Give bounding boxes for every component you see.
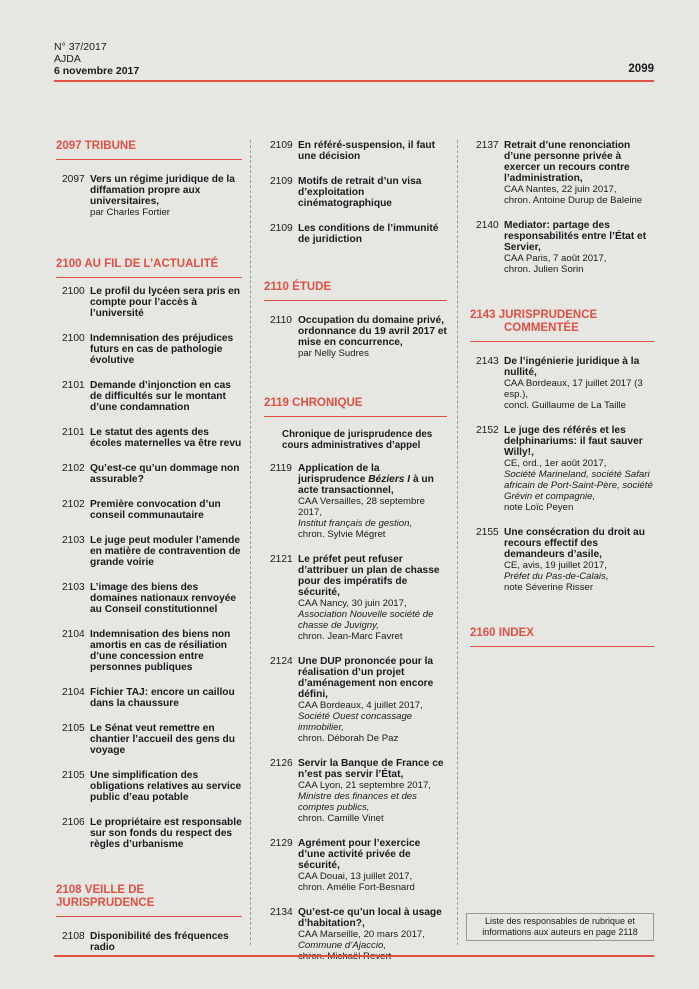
header-info: [54, 41, 139, 77]
entry-title: Le préfet peut refuser d’attribuer un plan de chasse pour des impératifs de sécurité,: [298, 554, 440, 598]
entry-title: Vers un régime juridique de la diffamation propre aux universitaires,: [90, 174, 235, 207]
toc-entry[interactable]: [264, 463, 447, 540]
toc-entry[interactable]: [56, 535, 242, 568]
entry-title: Servir la Banque de France ce n’est pas servir l’État,: [298, 758, 444, 780]
entry-court: CAA Nantes, 22 juin 2017,: [504, 184, 617, 195]
toc-entry[interactable]: [56, 427, 242, 449]
entry-title: Application de la jurisprudence Béziers I à un acte transactionnel,: [298, 463, 434, 496]
entry-page: 2106: [62, 817, 85, 828]
entry-page: 2119: [270, 463, 292, 474]
entry-page: 2104: [62, 687, 85, 698]
entry-court: CAA Paris, 7 août 2017,: [504, 253, 607, 264]
toc-entry[interactable]: [264, 140, 447, 162]
page-number: 2099: [628, 63, 654, 75]
entry-title: Le Sénat veut remettre en chantier l’accueil des gens du voyage: [90, 723, 235, 756]
entry-page: 2104: [62, 629, 85, 640]
toc-entry[interactable]: [470, 140, 654, 206]
entry-note: note Séverine Risser: [504, 582, 594, 593]
toc-entry[interactable]: [264, 176, 447, 209]
entry-party: Préfet du Pas-de-Calais,: [504, 571, 609, 582]
entry-page: 2109: [270, 176, 293, 187]
toc-entry[interactable]: [264, 656, 447, 744]
issue-date: 6 novembre 2017: [54, 65, 140, 77]
entry-party: Société Ouest concassage immobilier,: [298, 711, 413, 733]
entry-page: 2121: [270, 554, 293, 565]
section-title-actualite: 2100 AU FIL DE L’ACTUALITÉ: [56, 258, 242, 278]
entry-title: Demande d’injonction en cas de difficultés sur le montant d’une condamnation: [90, 380, 231, 413]
entry-author: par Nelly Sudres: [298, 348, 369, 359]
entry-court: CAA Bordeaux, 17 juillet 2017 (3 esp.),: [504, 378, 643, 400]
entry-page: 2109: [270, 223, 293, 234]
entry-court: CAA Versailles, 28 septembre 2017,: [298, 496, 425, 518]
entry-court: CE, avis, 19 juillet 2017,: [504, 560, 607, 571]
toc-entry[interactable]: [470, 356, 654, 411]
entry-page: 2155: [476, 527, 499, 538]
info-note-box: Liste des responsables de rubrique et informations aux auteurs en page 2118: [466, 913, 654, 941]
top-rule: [54, 80, 654, 82]
col2-top-list: [264, 140, 447, 245]
entry-page: 2137: [476, 140, 499, 151]
entry-page: 2102: [62, 463, 85, 474]
entry-chron: chron. Camille Vinet: [298, 813, 384, 824]
entry-title: Indemnisation des préjudices futurs en cas de pathologie évolutive: [90, 333, 234, 366]
entry-chron: chron. Julien Sorin: [504, 264, 584, 275]
entry-page: 2126: [270, 758, 293, 769]
journal-name: AJDA: [54, 53, 81, 65]
actualite-list: [56, 286, 242, 850]
entry-title: Indemnisation des biens non amortis en cas de résiliation d’une concession entre personnes publiques: [90, 629, 231, 673]
entry-title: En référé-suspension, il faut une décision: [298, 140, 435, 162]
chronique-intro: Chronique de jurisprudence des cours administratives d’appel: [282, 429, 433, 451]
section-title-jurisprudence-commentee: 2143 JURISPRUDENCE COMMENTÉE: [470, 309, 654, 342]
entry-page: 2110: [270, 315, 292, 326]
entry-page: 2109: [270, 140, 293, 151]
column-divider: [250, 140, 251, 945]
entry-page: 2105: [62, 770, 85, 781]
toc-entry[interactable]: [264, 223, 447, 245]
entry-page: 2100: [62, 286, 85, 297]
entry-court: CE, ord., 1er août 2017,: [504, 458, 607, 469]
entry-chron: chron. Antoine Durup de Baleine: [504, 195, 643, 206]
entry-chron: chron. Déborah De Paz: [298, 733, 399, 744]
toc-entry[interactable]: [56, 687, 242, 709]
entry-note: note Loïc Peyen: [504, 502, 574, 513]
toc-entry[interactable]: [264, 315, 447, 359]
entry-title: Qu’est-ce qu’un local à usage d’habitation?,: [298, 907, 442, 929]
entry-title: Fichier TAJ: encore un caillou dans la chaussure: [90, 687, 235, 709]
toc-entry[interactable]: [56, 174, 242, 218]
entry-title: Le juge peut moduler l’amende en matière de contravention de grande voirie: [90, 535, 241, 568]
section-title-veille: 2108 VEILLE DE JURISPRUDENCE: [56, 884, 242, 917]
entry-title: De l’ingénierie juridique à la nullité,: [504, 356, 640, 378]
entry-chron: chron. Amélie Fort-Besnard: [298, 882, 415, 893]
toc-entry[interactable]: [470, 527, 654, 593]
entry-court: CAA Nancy, 30 juin 2017,: [298, 598, 407, 609]
entry-page: 2108: [62, 931, 85, 942]
column-3: [470, 140, 654, 647]
entry-page: 2097: [62, 174, 85, 185]
entry-page: 2103: [62, 535, 85, 546]
entry-title: Retrait d’une renonciation d’une personne privée à exercer un recours contre l’administration,: [504, 140, 631, 184]
column-divider: [457, 140, 458, 945]
entry-page: 2103: [62, 582, 85, 593]
entry-title: Le profil du lycéen sera pris en compte pour l’accès à l’université: [90, 286, 241, 319]
entry-concl: concl. Guillaume de La Taille: [504, 400, 626, 411]
entry-title: Le propriétaire est responsable sur son fonds du respect des règles d’urbanisme: [90, 817, 242, 850]
entry-court: CAA Lyon, 21 septembre 2017,: [298, 780, 431, 791]
entry-title: Disponibilité des fréquences radio: [90, 931, 229, 953]
entry-page: 2100: [62, 333, 85, 344]
entry-court: CAA Douai, 13 juillet 2017,: [298, 871, 413, 882]
entry-title: Qu’est-ce qu’un dommage non assurable?: [90, 463, 240, 485]
entry-page: 2129: [270, 838, 293, 849]
entry-title: Agrément pour l’exercice d’une activité privée de sécurité,: [298, 838, 421, 871]
entry-party: Commune d’Ajaccio,: [298, 940, 386, 951]
toc-entry[interactable]: [56, 286, 242, 319]
toc-entry[interactable]: [56, 463, 242, 485]
entry-party: Société Marineland, société Safari africain de Port-Saint-Père, société Grévin et compagnie,: [504, 469, 653, 502]
entry-court: CAA Bordeaux, 4 juillet 2017,: [298, 700, 423, 711]
toc-entry[interactable]: [264, 554, 447, 642]
entry-chron: chron. Sylvie Mégret: [298, 529, 386, 540]
section-title-chronique: 2119 CHRONIQUE: [264, 397, 447, 417]
column-1: [56, 140, 242, 953]
entry-title: Occupation du domaine privé, ordonnance du 19 avril 2017 et mise en concurrence,: [298, 315, 447, 348]
issue-number: N° 37/2017: [54, 41, 107, 53]
entry-court: CAA Marseille, 20 mars 2017,: [298, 929, 425, 940]
toc-entry[interactable]: [470, 425, 654, 513]
entry-title: Mediator: partage des responsabilités entre l’État et Servier,: [504, 220, 647, 253]
entry-page: 2105: [62, 723, 85, 734]
entry-page: 2124: [270, 656, 293, 667]
section-title-index: 2160 INDEX: [470, 627, 654, 647]
entry-title: L’image des biens des domaines nationaux renvoyée au Conseil constitutionnel: [90, 582, 237, 615]
entry-title: Les conditions de l’immunité de juridiction: [298, 223, 439, 245]
entry-author: par Charles Fortier: [90, 207, 170, 218]
toc-entry[interactable]: [56, 931, 242, 953]
toc-entry[interactable]: [264, 838, 447, 893]
section-title-etude: 2110 ÉTUDE: [264, 281, 447, 301]
toc-entry[interactable]: [470, 220, 654, 275]
toc-entry[interactable]: [56, 770, 242, 803]
section-title-tribune: 2097 TRIBUNE: [56, 140, 242, 160]
entry-page: 2101: [62, 427, 85, 438]
bottom-rule: [54, 955, 654, 957]
entry-page: 2143: [476, 356, 499, 367]
entry-page: 2102: [62, 499, 85, 510]
toc-entry[interactable]: [264, 907, 447, 962]
toc-entry[interactable]: [56, 629, 242, 673]
toc-entry[interactable]: [56, 817, 242, 850]
toc-entry[interactable]: [264, 758, 447, 824]
entry-party: Association Nouvelle société de chasse de Juvigny,: [298, 609, 434, 631]
toc-entry[interactable]: [56, 499, 242, 521]
entry-title: Une simplification des obligations relatives au service public d’eau potable: [90, 770, 242, 803]
entry-title: Motifs de retrait d’un visa d’exploitation cinématographique: [298, 176, 422, 209]
toc-entry[interactable]: [56, 582, 242, 615]
entry-page: 2101: [62, 380, 85, 391]
toc-entry[interactable]: [56, 723, 242, 756]
entry-title: Le juge des référés et les delphinariums: il faut sauver Willy!,: [504, 425, 643, 458]
column-2: [264, 140, 447, 962]
entry-title: Une consécration du droit au recours effectif des demandeurs d’asile,: [504, 527, 645, 560]
toc-entry[interactable]: [56, 380, 242, 413]
entry-party: Ministre des finances et des comptes publics,: [298, 791, 417, 813]
entry-chron: chron. Jean-Marc Favret: [298, 631, 403, 642]
entry-title: Première convocation d’un conseil communautaire: [90, 499, 221, 521]
toc-entry[interactable]: [56, 333, 242, 366]
entry-page: 2152: [476, 425, 499, 436]
entry-page: 2134: [270, 907, 293, 918]
entry-title: Le statut des agents des écoles maternelles va être revu: [90, 427, 242, 449]
entry-page: 2140: [476, 220, 499, 231]
entry-party: Institut français de gestion,: [298, 518, 413, 529]
entry-title: Une DUP prononcée pour la réalisation d’un projet d’aménagement non encore défini,: [298, 656, 434, 700]
